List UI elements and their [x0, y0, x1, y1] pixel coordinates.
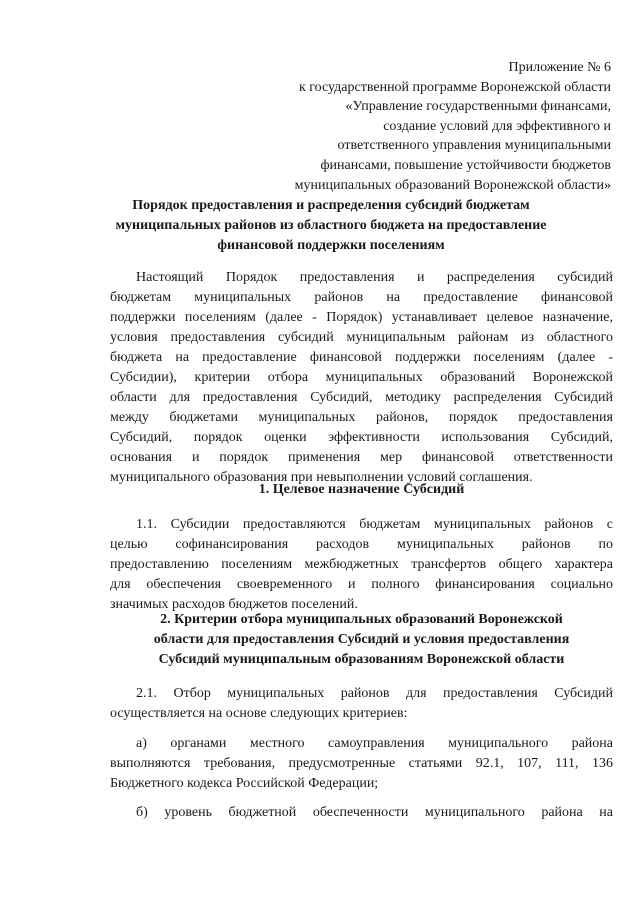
title-line: муниципальных районов из областного бюджета на предоставление [115, 218, 547, 233]
paragraph-line: для обеспечения своевременного и полного финансирования социально [110, 577, 613, 592]
paragraph-line: Настоящий Порядок предоставления и распределения субсидий [136, 270, 613, 285]
appendix-line: «Управление государственными финансами, [345, 99, 611, 115]
title-line: финансовой поддержки поселениям [217, 238, 445, 253]
section-1-heading [110, 480, 613, 500]
appendix-line: ответственного управления муниципальными [337, 138, 611, 154]
section-1-paragraph [110, 515, 613, 615]
paragraph-line: области для предоставления Субсидий, методику распределения Субсидий [110, 390, 613, 405]
paragraph-line: предоставлению поселениям межбюджетных трансфертов общего характера [110, 557, 613, 572]
paragraph-line: 2.1. Отбор муниципальных районов для предоставления Субсидий [136, 686, 613, 701]
paragraph-line: Бюджетного кодекса Российской Федерации; [110, 776, 379, 791]
section-2-heading-line: 2. Критерии отбора муниципальных образований Воронежской [160, 612, 563, 627]
appendix-note [231, 58, 611, 195]
paragraph-line: бюджетам муниципальных районов на предоставление финансовой [110, 290, 613, 305]
appendix-line: к государственной программе Воронежской области [298, 79, 611, 95]
title-line: Порядок предоставления и распределения субсидий бюджетам [132, 198, 530, 213]
appendix-line: создание условий для эффективного и [383, 118, 611, 134]
appendix-line: финансами, повышение устойчивости бюджетов [320, 157, 611, 173]
section-2-heading-line: Субсидий муниципальным образованиям Воронежской области [158, 652, 565, 667]
paragraph-line: выполняются требования, предусмотренные статьями 92.1, 107, 111, 136 [110, 756, 613, 771]
paragraph-line: между бюджетами муниципальных районов, порядок предоставления [110, 410, 613, 425]
paragraph-line: целью софинансирования расходов муниципальных районов по [110, 537, 613, 552]
paragraph-line: Субсидий, порядок оценки эффективности использования Субсидий, [110, 430, 613, 445]
appendix-line: муниципальных образований Воронежской области» [294, 177, 611, 193]
appendix-line: Приложение № 6 [508, 60, 611, 75]
paragraph-b [110, 803, 613, 823]
paragraph-line: муниципального образования при невыполнении условий соглашения. [110, 470, 533, 485]
paragraph-line: осуществляется на основе следующих критериев: [110, 706, 408, 721]
paragraph-2-1 [110, 684, 613, 724]
paragraph-line: 1.1. Субсидии предоставляются бюджетам муниципальных районов с [136, 517, 613, 532]
paragraph-line: поддержки поселениям (далее - Порядок) устанавливает целевое назначение, [110, 310, 613, 325]
section-2-heading-line: области для предоставления Субсидий и условия предоставления [153, 632, 570, 647]
paragraph-line: основания и порядок применения мер финансовой ответственности [110, 450, 613, 465]
paragraph-line: условия предоставления субсидий муниципальным районам из областного [110, 330, 613, 345]
intro-paragraph [110, 268, 613, 488]
paragraph-a [110, 734, 613, 794]
paragraph-line: значимых расходов бюджетов поселений. [110, 597, 358, 612]
document-title [108, 196, 554, 256]
paragraph-line: б) уровень бюджетной обеспеченности муниципального района на [136, 805, 613, 820]
paragraph-line: а) органами местного самоуправления муниципального района [136, 736, 613, 751]
section-1-heading-text: 1. Целевое назначение Субсидий [258, 482, 465, 497]
paragraph-line: Субсидии), критерии отбора муниципальных образований Воронежской [110, 370, 613, 385]
paragraph-line: бюджета на предоставление финансовой поддержки поселениям (далее - [110, 350, 613, 365]
section-2-heading [110, 610, 613, 670]
